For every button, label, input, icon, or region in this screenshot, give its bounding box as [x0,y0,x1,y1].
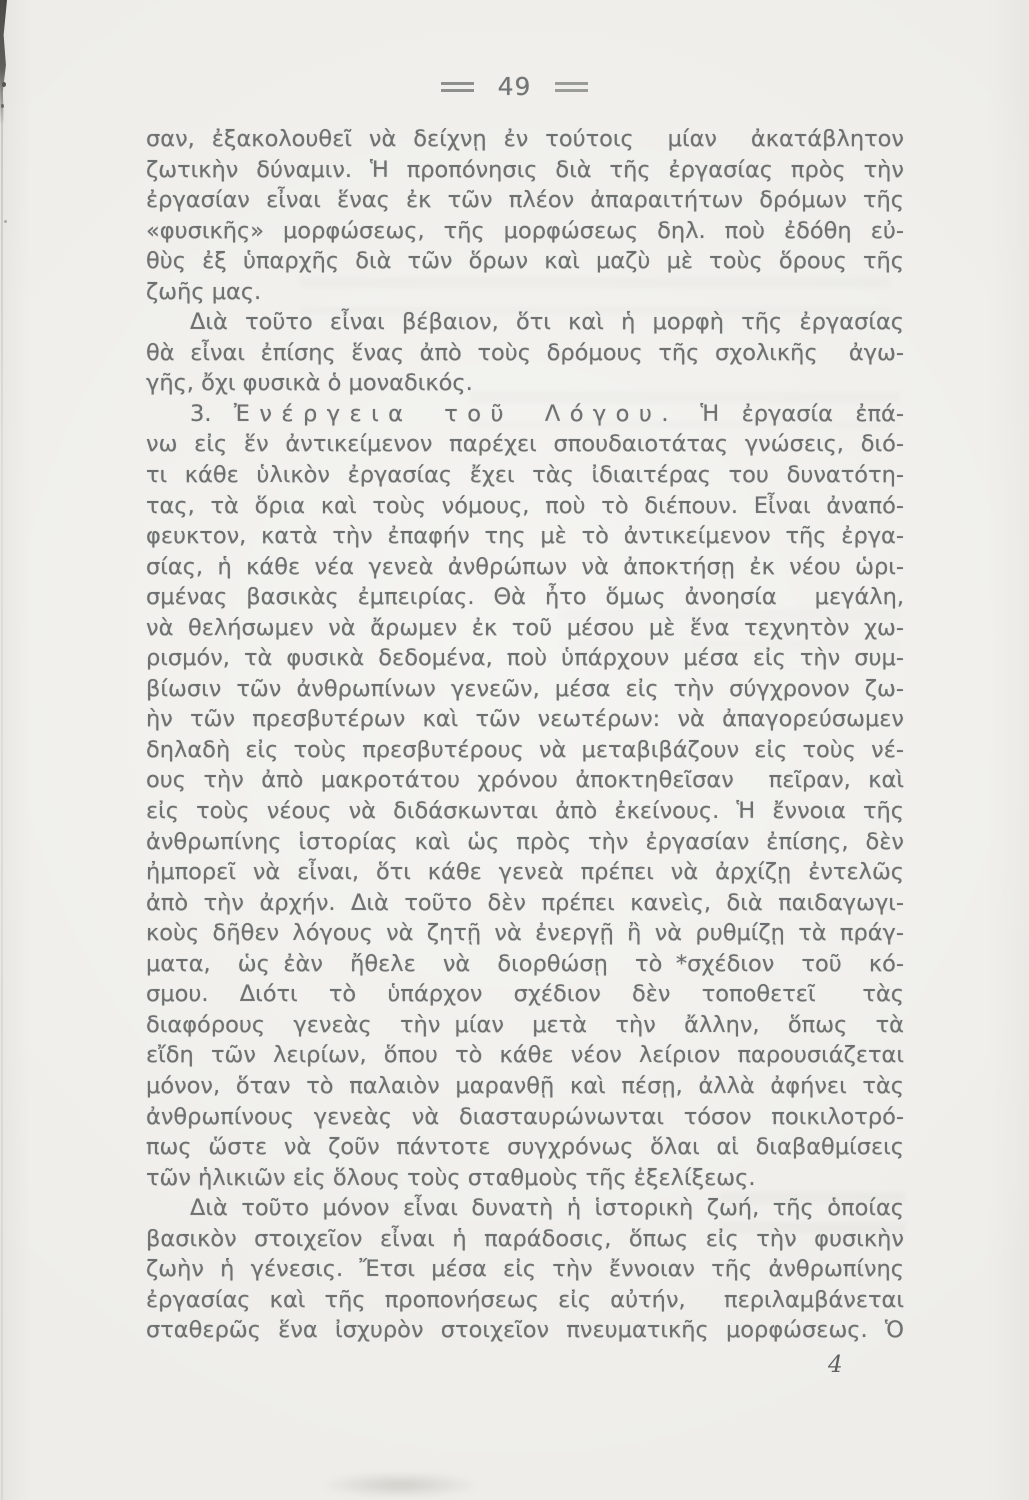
double-rule-left [441,82,474,92]
page-header [0,72,1029,101]
text-line: ζωτικὴν δύναμιν. Ἡ προπόνησις διὰ τῆς ἐργασίας πρὸς τὴν [146,156,904,183]
text-line: βίωσιν τῶν ἀνθρωπίνων γενεῶν, μέσα εἰς τὴν σύγχρονον ζω- [146,675,904,702]
scan-speck [1,104,4,108]
text-line: θὰ εἶναι ἐπίσης ἕνας ἀπὸ τοὺς δρόμους τῆς σχολικῆς ἀγω- [146,339,904,366]
double-rule-right [555,82,588,92]
text-line [146,399,904,430]
text-line: σμένας βασικὰς ἐμπειρίας. Θὰ ἦτο ὅμως ἀνοησία μεγάλη, [146,584,904,611]
text-line: ἀνθρωπίνους γενεὰς νὰ διασταυρώνωνται τόσον ποικιλοτρό- [146,1103,904,1130]
section-number: 3. [190,400,234,427]
text-line: νω εἰς ἕν ἀντικείμενον παρέχει σπουδαιοτάτας γνώσεις, διό- [146,431,904,458]
scan-smudge [320,1472,480,1498]
text-line: εἴδη τῶν λειρίων, ὅπου τὸ κάθε νέον λείριον παρουσιάζεται [146,1042,904,1069]
scan-speck [4,220,7,223]
text-line: ρισμόν, τὰ φυσικὰ δεδομένα, ποὺ ὑπάρχουν μέσα εἰς τὴν συμ- [146,645,904,672]
scan-edge-line [1,0,3,1500]
text-line: ἀνθρωπίνης ἱστορίας καὶ ὡς πρὸς τὴν ἐργασίαν ἐπίσης, δὲν [146,828,904,855]
section-heading: Ἐνέργεια τοῦ Λόγου. [233,400,678,427]
text-line: ἐργασίαν εἶναι ἕνας ἐκ τῶν πλέον ἀπαραιτήτων δρόμων τῆς [146,187,904,214]
page-number: 49 [497,72,532,101]
text-line: ὴν τῶν πρεσβυτέρων καὶ τῶν νεωτέρων: νὰ ἀπαγορεύσωμεν [146,706,904,733]
text-line: τῶν ἡλικιῶν εἰς ὅλους τοὺς σταθμοὺς τῆς ἐξελίξεως. [146,1164,756,1191]
text-line: τι κάθε ὑλικὸν ἐργασίας ἔχει τὰς ἰδιαιτέρας του δυνατότη- [146,462,904,489]
line-text: Ἡ ἐργασία ἐπά- [677,400,904,427]
text-line: ζωὴν ἡ γένεσις. Ἔτσι μέσα εἰς τὴν ἔννοιαν τῆς ἀνθρωπίνης [146,1256,904,1283]
text-line: ους τὴν ἀπὸ μακροτάτου χρόνου ἀποκτηθεῖσαν πεῖραν, καὶ [146,767,904,794]
text-line: θὺς ἐξ ὑπαρχῆς διὰ τῶν ὅρων καὶ μαζὺ μὲ τοὺς ὅρους τῆς [146,248,904,275]
text-line: Διὰ τοῦτο εἶναι βέβαιον, ὅτι καὶ ἡ μορφὴ τῆς ἐργασίας [190,309,904,336]
text-line: μόνον, ὅταν τὸ παλαιὸν μαρανθῇ καὶ πέσῃ, ἀλλὰ ἀφήνει τὰς [146,1072,904,1099]
text-line: νὰ θελήσωμεν νὰ ἄρωμεν ἐκ τοῦ μέσου μὲ ἕνα τεχνητὸν χω- [146,614,904,641]
text-line: ζωῆς μας. [146,278,262,305]
signature-number: 4 [828,1352,843,1378]
text-line: σίας, ἡ κάθε νέα γενεὰ ἀνθρώπων νὰ ἀποκτήσῃ ἐκ νέου ὡρι- [146,553,904,580]
text-line: πως ὥστε νὰ ζοῦν πάντοτε συγχρόνως ὅλαι αἱ διαβαθμίσεις [146,1134,904,1161]
text-line: Διὰ τοῦτο μόνον εἶναι δυνατὴ ἡ ἱστορικὴ ζωή, τῆς ὁποίας [190,1195,904,1222]
text-line: ἠμπορεῖ νὰ εἶναι, ὅτι κάθε γενεὰ πρέπει νὰ ἀρχίζῃ ἐντελῶς [146,859,904,886]
text-line: κοὺς δῆθεν λόγους νὰ ζητῇ νὰ ἐνεργῇ ἢ νὰ ρυθμίζῃ τὰ πράγ- [146,920,904,947]
text-line: γῆς, ὄχι φυσικὰ ὁ μοναδικός. [146,370,473,397]
text-line: φευκτον, κατὰ τὴν ἐπαφήν της μὲ τὸ ἀντικείμενον τῆς ἐργα- [146,523,904,550]
text-line: ἀπὸ τὴν ἀρχήν. Διὰ τοῦτο δὲν πρέπει κανεὶς, διὰ παιδαγωγι- [146,889,904,916]
text-line: τας, τὰ ὅρια καὶ τοὺς νόμους, ποὺ τὸ διέπουν. Εἶναι ἀναπό- [146,492,904,519]
text-line: βασικὸν στοιχεῖον εἶναι ἡ παράδοσις, ὅπως εἰς τὴν φυσικὴν [146,1225,904,1252]
text-line: σμου. Διότι τὸ ὑπάρχον σχέδιον δὲν τοποθετεῖ τὰς [146,981,904,1008]
text-line: σαν, ἐξακολουθεῖ νὰ δείχνῃ ἐν τούτοις μίαν ἀκατάβλητον [146,126,904,152]
text-line: ματα, ὡς ἐὰν ἤθελε νὰ διορθώσῃ τὸ *σχέδιον τοῦ κό- [146,950,904,977]
text-line: δηλαδὴ εἰς τοὺς πρεσβυτέρους νὰ μεταβιβάζουν εἰς τοὺς νέ- [146,736,904,763]
text-line: εἰς τοὺς νέους νὰ διδάσκωνται ἀπὸ ἐκείνους. Ἡ ἔννοια τῆς [146,798,904,825]
text-line: ἐργασίας καὶ τῆς προπονήσεως εἰς αὐτήν, περιλαμβάνεται [146,1286,904,1313]
text-line: «φυσικῆς» μορφώσεως, τῆς μορφώσεως δηλ. ποὺ ἐδόθη εὐ- [146,217,904,244]
text-block [146,124,904,1346]
text-line: διαφόρους γενεὰς τὴν μίαν μετὰ τὴν ἄλλην, ὅπως τὰ [146,1011,904,1038]
text-line: σταθερῶς ἕνα ἰσχυρὸν στοιχεῖον πνευματικῆς μορφώσεως. Ὁ [146,1317,904,1344]
